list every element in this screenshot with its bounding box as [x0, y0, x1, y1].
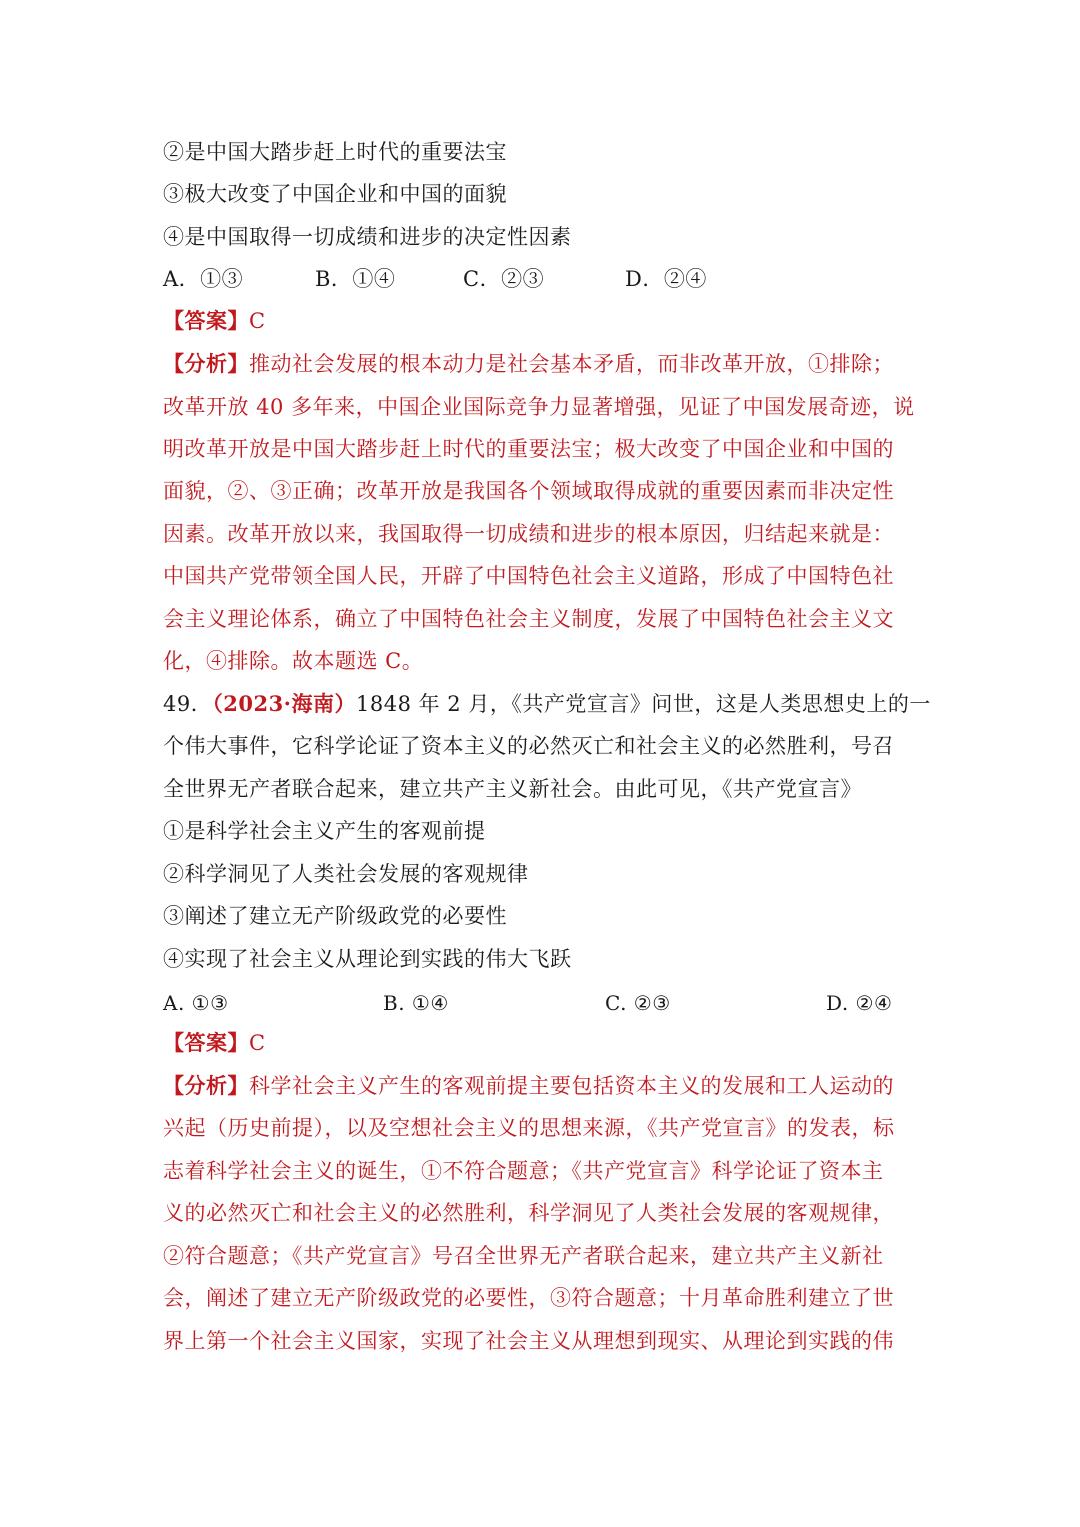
q48-choices [163, 258, 923, 300]
q48-answer-label: 【答案】 [163, 308, 249, 333]
q49-number: 49． [163, 692, 213, 716]
q49-analysis-line-5: ②符合题意；《共产党宣言》号召全世界无产者联合起来，建立共产主义新社 [163, 1244, 884, 1268]
q49-option-4: ④实现了社会主义从理论到实践的伟大飞跃 [163, 947, 572, 971]
q49-analysis-label: 【分析】 [163, 1073, 249, 1098]
q49-analysis-text: 科学社会主义产生的客观前提主要包括资本主义的发展和工人运动的 [249, 1074, 894, 1098]
q49-answer-label: 【答案】 [163, 1030, 249, 1055]
q48-analysis-line-1 [163, 343, 923, 385]
q49-choice-c: C. ②③ [605, 991, 671, 1015]
q49-choice-d: D. ②④ [826, 991, 893, 1015]
q49-choice-a: A. ①③ [163, 991, 229, 1015]
q49-answer [163, 1022, 923, 1064]
q48-analysis-line-3: 明改革开放是中国大踏步赶上时代的重要法宝；极大改变了中国企业和中国的 [163, 437, 894, 461]
q48-analysis-label: 【分析】 [163, 351, 249, 376]
q48-analysis-line-2: 改革开放 40 多年来，中国企业国际竞争力显著增强，见证了中国发展奇迹，说 [163, 395, 915, 419]
q48-option-4: ④是中国取得一切成绩和进步的决定性因素 [163, 225, 572, 249]
q48-analysis-text: 推动社会发展的根本动力是社会基本矛盾，而非改革开放，①排除； [249, 352, 894, 376]
q48-choice-a: A．①③ [163, 267, 244, 291]
q48-answer-value: C [249, 309, 266, 333]
q49-stem-line-2: 个伟大事件，它科学论证了资本主义的必然灭亡和社会主义的必然胜利，号召 [163, 734, 894, 758]
q48-analysis-line-5: 因素。改革开放以来，我国取得一切成绩和进步的根本原因，归结起来就是： [163, 522, 894, 546]
q49-source: （2023·海南） [212, 691, 356, 716]
q48-analysis-line-8: 化，④排除。故本题选 C。 [163, 649, 424, 673]
q49-analysis-line-1 [163, 1065, 923, 1107]
q49-stem-text: 1848 年 2 月，《共产党宣言》问世，这是人类思想史上的一 [356, 692, 931, 716]
q48-analysis-line-7: 会主义理论体系，确立了中国特色社会主义制度，发展了中国特色社会主义文 [163, 607, 894, 631]
q48-choice-c: C．②③ [463, 267, 545, 291]
q49-option-2: ②科学洞见了人类社会发展的客观规律 [163, 862, 529, 886]
q49-answer-value: C [249, 1031, 266, 1055]
q49-option-1: ①是科学社会主义产生的客观前提 [163, 819, 486, 843]
q49-choices [163, 982, 923, 1024]
q49-choice-b: B. ①④ [383, 991, 449, 1015]
q48-answer [163, 300, 923, 342]
q48-choice-d: D．②④ [625, 267, 707, 291]
q48-option-3: ③极大改变了中国企业和中国的面貌 [163, 182, 507, 206]
q49-option-3: ③阐述了建立无产阶级政党的必要性 [163, 904, 507, 928]
q49-stem-line-1 [163, 683, 931, 725]
q48-choice-b: B．①④ [315, 267, 396, 291]
q48-analysis-line-6: 中国共产党带领全国人民，开辟了中国特色社会主义道路，形成了中国特色社 [163, 564, 894, 588]
q48-option-2: ②是中国大踏步赶上时代的重要法宝 [163, 140, 507, 164]
q49-analysis-line-3: 志着科学社会主义的诞生，①不符合题意；《共产党宣言》科学论证了资本主 [163, 1159, 884, 1183]
q49-analysis-line-6: 会，阐述了建立无产阶级政党的必要性，③符合题意；十月革命胜利建立了世 [163, 1286, 894, 1310]
q49-stem-line-3: 全世界无产者联合起来，建立共产主义新社会。由此可见，《共产党宣言》 [163, 777, 862, 801]
q49-analysis-line-2: 兴起（历史前提），以及空想社会主义的思想来源，《共产党宣言》的发表，标 [163, 1116, 895, 1140]
q48-analysis-line-4: 面貌，②、③正确；改革开放是我国各个领域取得成就的重要因素而非决定性 [163, 479, 894, 503]
q49-analysis-line-7: 界上第一个社会主义国家，实现了社会主义从理想到现实、从理论到实践的伟 [163, 1329, 894, 1353]
q49-analysis-line-4: 义的必然灭亡和社会主义的必然胜利，科学洞见了人类社会发展的客观规律， [163, 1201, 894, 1225]
